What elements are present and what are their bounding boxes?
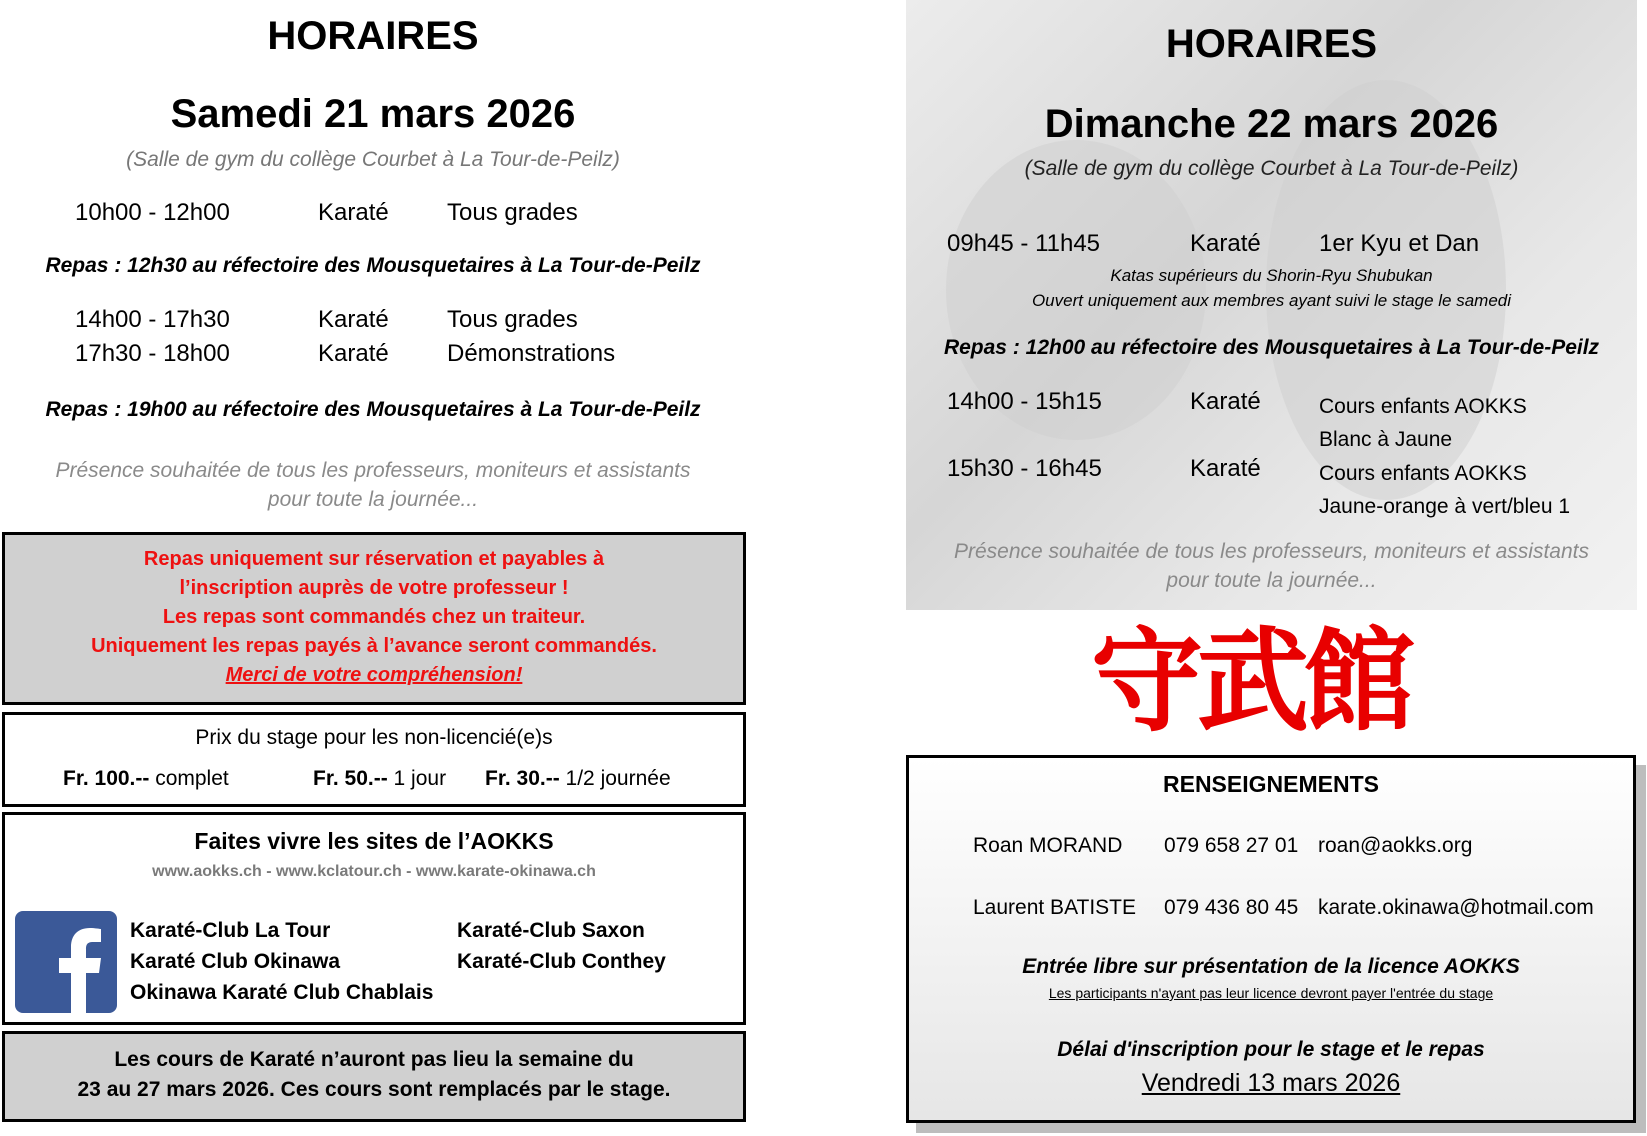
sun-session3-level-line2: Jaune-orange à vert/bleu 1 <box>1319 495 1571 518</box>
clubs-col1 <box>130 915 433 1008</box>
contact2-phone[interactable]: 079 436 80 45 <box>1164 896 1299 919</box>
sun-session2-level <box>1319 390 1527 456</box>
price-half-amount: Fr. 30.-- <box>485 767 560 790</box>
sun-session2-time: 14h00 - 15h15 <box>947 388 1102 415</box>
info-title: RENSEIGNEMENTS <box>1163 771 1379 797</box>
contact2-email[interactable]: karate.okinawa@hotmail.com <box>1318 896 1594 919</box>
sat-presence <box>0 456 746 514</box>
club-saxon: Karaté-Club Saxon <box>457 919 645 942</box>
meal-notice-box <box>2 532 746 705</box>
sun-session3-time: 15h30 - 16h45 <box>947 455 1102 482</box>
sat-session2-activity: Karaté <box>318 306 389 333</box>
info-box <box>906 755 1636 1123</box>
sun-session1-level: 1er Kyu et Dan <box>1319 230 1480 257</box>
price-complete-amount: Fr. 100.-- <box>63 767 150 790</box>
price-complete <box>63 767 229 791</box>
meal-notice-line2: l’inscription auprès de votre professeur ! <box>179 577 569 599</box>
closure-line2: 23 au 27 mars 2026. Ces cours sont remplacés par le stage. <box>77 1078 671 1101</box>
meal-notice-line1: Repas uniquement sur réservation et payables à <box>143 548 605 570</box>
closure-box <box>2 1031 746 1122</box>
sun-session2-level-line1: Cours enfants AOKKS <box>1319 395 1527 418</box>
sun-note1: Katas supérieurs du Shorin-Ryu Shubukan <box>1110 266 1433 285</box>
sun-session3-activity: Karaté <box>1190 455 1261 482</box>
meal-notice-line4: Uniquement les repas payés à l’avance seront commandés. <box>91 635 657 657</box>
sun-session2-activity: Karaté <box>1190 388 1261 415</box>
price-day-amount: Fr. 50.-- <box>313 767 388 790</box>
sat-session3-activity: Karaté <box>318 340 389 367</box>
deadline-date: Vendredi 13 mars 2026 <box>1141 1069 1401 1097</box>
entry-note: Les participants n'ayant pas leur licence devront payer l'entrée du stage <box>1048 985 1494 1001</box>
price-half <box>485 767 671 791</box>
sun-session3-level-line1: Cours enfants AOKKS <box>1319 462 1527 485</box>
contact1-phone[interactable]: 079 658 27 01 <box>1164 834 1299 857</box>
club-la-tour: Karaté-Club La Tour <box>130 919 331 942</box>
meal-notice-line3: Les repas sont commandés chez un traiteur. <box>162 606 586 628</box>
club-conthey: Karaté-Club Conthey <box>457 950 666 973</box>
club-okinawa: Karaté Club Okinawa <box>130 950 341 973</box>
sun-presence <box>906 537 1637 595</box>
sun-session1-notes <box>906 263 1637 313</box>
sat-meal1: Repas : 12h30 au réfectoire des Mousquetaires à La Tour-de-Peilz <box>45 254 701 277</box>
sun-session2-level-line2: Blanc à Jaune <box>1319 428 1453 451</box>
price-complete-label: complet <box>149 767 229 790</box>
sunday-title: HORAIRES <box>1165 22 1378 66</box>
sunday-date: Dimanche 22 mars 2026 <box>1044 102 1499 146</box>
saturday-title: HORAIRES <box>267 14 479 58</box>
clubs-col2 <box>457 915 666 977</box>
sun-presence-line2: pour toute la journée... <box>1166 569 1377 592</box>
sat-session3-level: Démonstrations <box>447 340 616 367</box>
pricing-title: Prix du stage pour les non-licencié(e)s <box>195 726 553 749</box>
price-half-label: 1/2 journée <box>559 767 671 790</box>
contact2-name: Laurent BATISTE <box>973 896 1137 919</box>
club-chablais: Okinawa Karaté Club Chablais <box>130 981 434 1004</box>
meal-notice-thanks: Merci de votre compréhension! <box>225 664 523 686</box>
price-day-label: 1 jour <box>387 767 447 790</box>
facebook-icon[interactable] <box>15 911 117 1013</box>
sunday-venue: (Salle de gym du collège Courbet à La Tour-de-Peilz) <box>1024 157 1519 180</box>
sat-session3-time: 17h30 - 18h00 <box>75 340 230 367</box>
sat-session2-level: Tous grades <box>447 306 578 333</box>
closure-line1: Les cours de Karaté n’auront pas lieu la semaine du <box>114 1048 634 1071</box>
contact1-email[interactable]: roan@aokks.org <box>1318 834 1473 857</box>
sat-presence-line2: pour toute la journée... <box>267 488 479 511</box>
sites-box <box>2 812 746 1025</box>
sites-links[interactable]: www.aokks.ch - www.kclatour.ch - www.karate-okinawa.ch <box>152 863 596 880</box>
sun-session1-time: 09h45 - 11h45 <box>947 230 1101 257</box>
sun-note2: Ouvert uniquement aux membres ayant suivi le stage le samedi <box>1031 291 1512 310</box>
sat-session2-time: 14h00 - 17h30 <box>75 306 230 333</box>
saturday-venue: (Salle de gym du collège Courbet à La Tour-de-Peilz) <box>126 148 620 171</box>
price-day <box>313 767 446 791</box>
sun-session1-activity: Karaté <box>1190 230 1261 257</box>
sat-presence-line1: Présence souhaitée de tous les professeurs, moniteurs et assistants <box>55 459 691 482</box>
shubukan-logo: 守武館 <box>1091 616 1409 747</box>
sun-meal: Repas : 12h00 au réfectoire des Mousquetaires à La Tour-de-Peilz <box>943 336 1600 359</box>
entry-text: Entrée libre sur présentation de la licence AOKKS <box>1022 955 1520 978</box>
saturday-date: Samedi 21 mars 2026 <box>170 92 576 136</box>
contact1-name: Roan MORAND <box>973 834 1123 857</box>
sun-presence-line1: Présence souhaitée de tous les professeurs, moniteurs et assistants <box>953 540 1589 563</box>
pricing-box <box>2 712 746 807</box>
facebook-glyph <box>15 911 117 1013</box>
sat-meal2: Repas : 19h00 au réfectoire des Mousquetaires à La Tour-de-Peilz <box>45 398 701 421</box>
sat-session1-time: 10h00 - 12h00 <box>75 199 230 226</box>
sat-session1-level: Tous grades <box>447 199 578 226</box>
sat-session1-activity: Karaté <box>318 199 389 226</box>
sun-session3-level <box>1319 457 1570 523</box>
sites-title: Faites vivre les sites de l’AOKKS <box>194 828 554 854</box>
deadline-label: Délai d'inscription pour le stage et le repas <box>1057 1038 1485 1061</box>
